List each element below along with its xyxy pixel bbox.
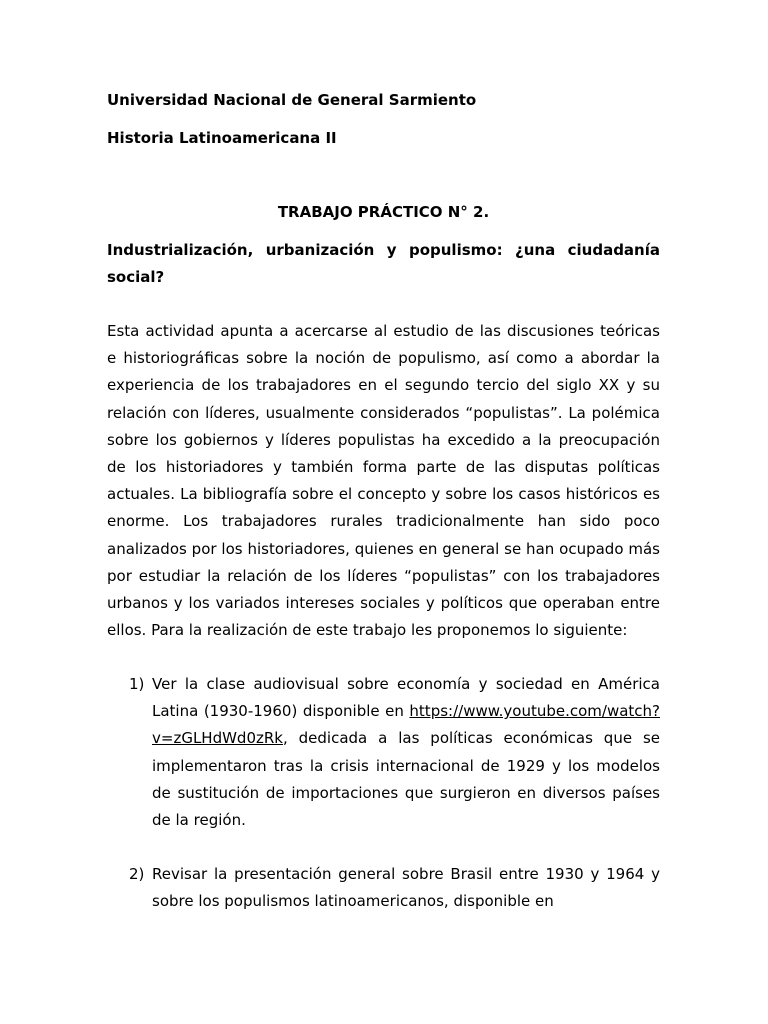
intro-paragraph: Esta actividad apunta a acercarse al estudio de las discusiones teóricas e historiográficas sobre la noción de populismo, así como a abordar la experiencia de los trabajadores en el segundo tercio del siglo XX y su relación con líderes, usualmente considerados “populistas”. La polémica sobre los gobiernos y líderes populistas ha excedido a la preocupación de los historiadores y también forma parte de las disputas políticas actuales. La bibliografía sobre el concepto y sobre los casos históricos es enorme. Los trabajadores rurales tradicionalmente han sido poco analizados por los historiadores, quienes en general se han ocupado más por estudiar la relación de los líderes “populistas” con los trabajadores urbanos y los variados intereses sociales y políticos que operaban entre ellos. Para la realización de este trabajo les proponemos lo siguiente: <box>107 322 660 640</box>
list-item-number: 1) <box>129 675 145 693</box>
youtube-link[interactable]: https://www.youtube.com/watch?v=zGLHdWd0zRk <box>152 702 660 748</box>
course-name: Historia Latinoamericana II <box>107 129 337 147</box>
assignment-subtitle: Industrialización, urbanización y populismo: ¿una ciudadanía social? <box>107 241 660 286</box>
list-item-text-before: Ver la clase audiovisual sobre economía y sociedad en América Latina (1930-1960) disponible en <box>152 675 660 721</box>
institution-name: Universidad Nacional de General Sarmiento <box>107 91 477 109</box>
list-item-text-after: , dedicada a las políticas económicas que se implementaron tras la crisis internacional de 1929 y los modelos de sustitución de importaciones que surgieron en diversos países de la región. <box>152 729 660 830</box>
list-item-number: 2) <box>129 865 145 883</box>
list-item-text <box>152 671 660 834</box>
assignment-title: TRABAJO PRÁCTICO N° 2. <box>277 203 490 221</box>
list-item-text: Revisar la presentación general sobre Brasil entre 1930 y 1964 y sobre los populismos latinoamericanos, disponible en <box>152 865 660 911</box>
